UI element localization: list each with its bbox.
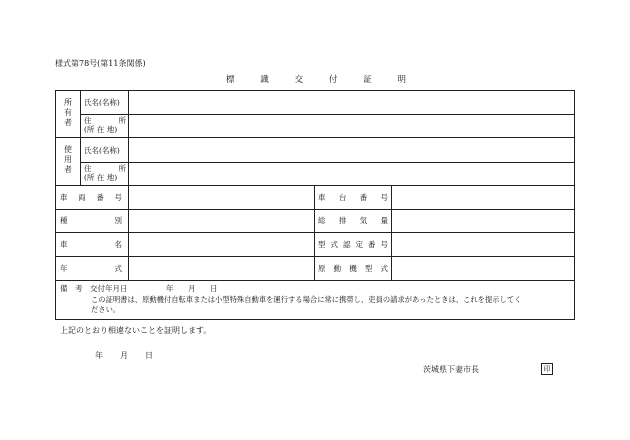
type-approval-number-label: 型 式 認 定 番 号 (318, 240, 388, 249)
certification-statement: 上記のとおり相違ないことを証明します。 (60, 326, 212, 335)
vehicle-number-input[interactable] (129, 186, 314, 209)
footer-date-day: 日 (145, 351, 153, 360)
seal-mark: 印 (541, 363, 553, 375)
chassis-number-input[interactable] (392, 186, 575, 209)
owner-group-label: 所 有 者 (64, 98, 72, 127)
model-year-input[interactable] (129, 257, 314, 280)
title-char: 証 (363, 75, 372, 85)
certificate-form-table (55, 90, 575, 320)
issue-date-label: 交付年月日 (90, 284, 128, 293)
footer-date-year: 年 (95, 351, 103, 360)
engine-model-label: 原 動 機 型 式 (318, 264, 388, 273)
title-char: 明 (397, 75, 406, 85)
user-address-label: 住 所 (所 在 地) (84, 164, 126, 182)
issue-date-year: 年 (166, 284, 174, 293)
displacement-label: 総 排 気 量 (318, 216, 388, 225)
user-address-input[interactable] (129, 163, 575, 185)
title-char: 付 (328, 75, 338, 85)
owner-address-input[interactable] (129, 115, 575, 137)
model-year-label: 年 式 (60, 264, 122, 273)
issue-date-month: 月 (188, 284, 196, 293)
document-title (226, 73, 406, 85)
issue-date-day: 日 (210, 284, 218, 293)
owner-address-label: 住 所 (所 在 地) (84, 116, 126, 134)
type-input[interactable] (129, 210, 314, 232)
user-name-label: 氏名(名称) (84, 146, 120, 155)
col-divider (80, 91, 81, 185)
title-char: 標 (226, 75, 235, 85)
displacement-input[interactable] (392, 210, 575, 232)
issuer-name: 茨城県下妻市長 (423, 365, 479, 374)
user-name-input[interactable] (129, 138, 575, 161)
type-approval-number-input[interactable] (392, 233, 575, 256)
vehicle-name-label: 車 名 (60, 240, 122, 249)
footer-date-month: 月 (120, 351, 128, 360)
engine-model-input[interactable] (392, 257, 575, 280)
user-group-label: 使 用 者 (64, 145, 72, 174)
remarks-note-line2: ださい。 (91, 305, 121, 314)
remarks-label: 備 考 (60, 284, 83, 293)
vehicle-number-label: 車 両 番 号 (60, 193, 122, 202)
row-divider (56, 280, 575, 281)
type-label: 種 別 (60, 216, 122, 225)
owner-name-label: 氏名(名称) (84, 98, 120, 107)
chassis-number-label: 車 台 番 号 (318, 193, 388, 202)
form-number: 様式第78号(第11条関係) (55, 59, 146, 68)
title-char: 識 (260, 75, 269, 85)
title-char: 交 (294, 75, 304, 85)
remarks-note-line1: この証明書は、原動機付自転車または小型特殊自動車を運行する場合に常に携帯し、吏員の請求があったときは、これを提示してく (91, 295, 522, 304)
vehicle-name-input[interactable] (129, 233, 314, 256)
col-divider (314, 185, 315, 280)
owner-name-input[interactable] (129, 91, 575, 113)
